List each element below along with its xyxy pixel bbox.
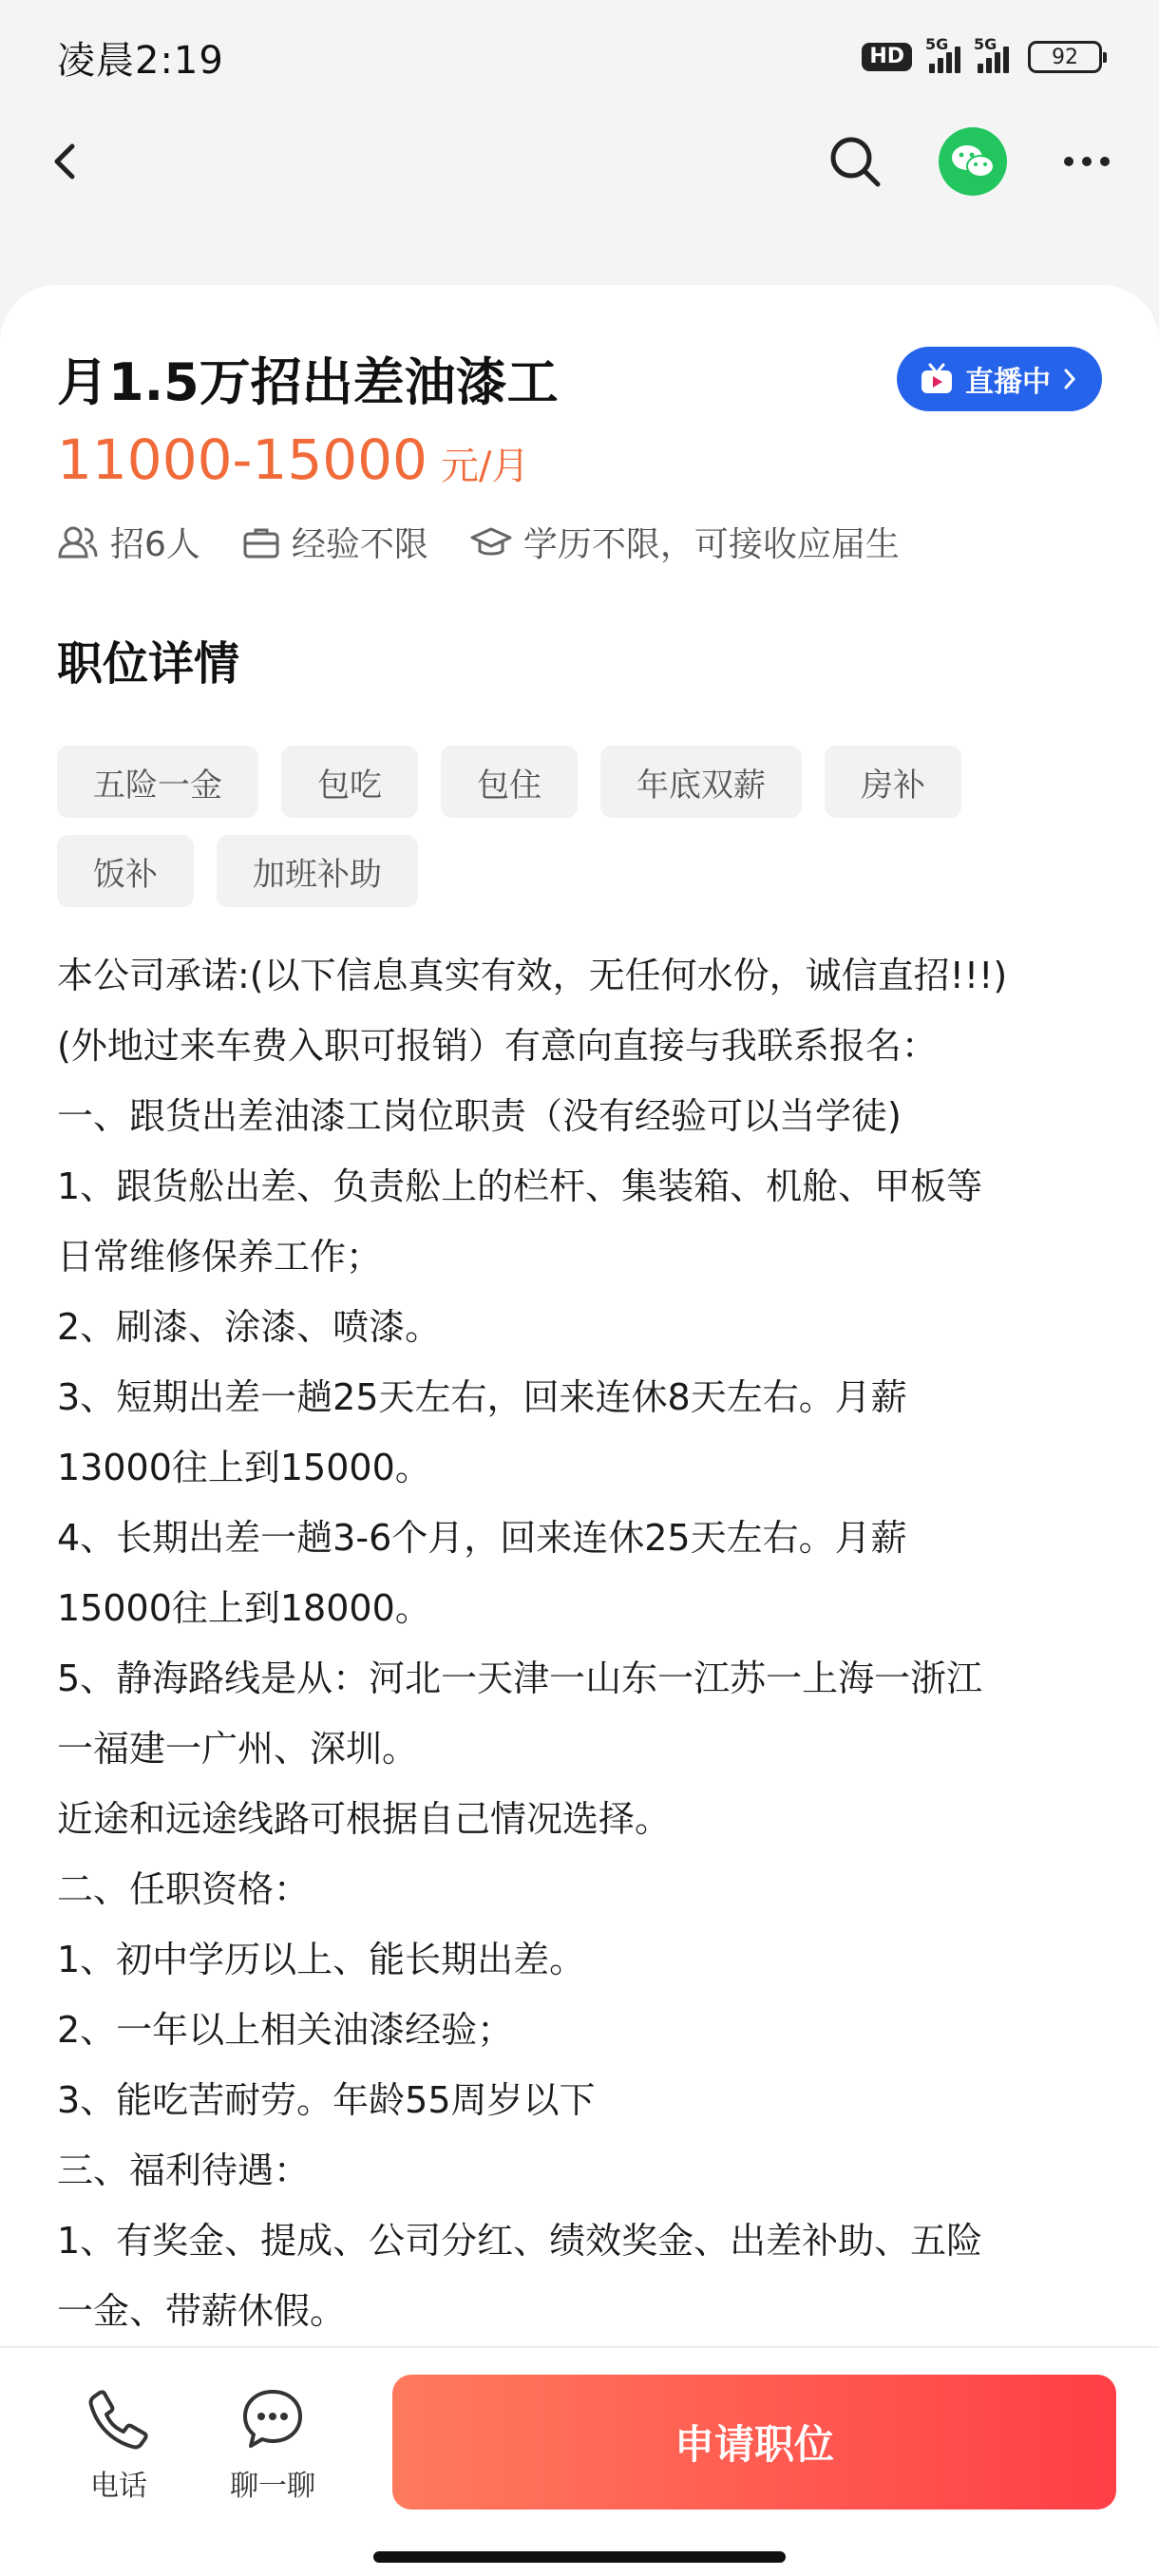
chat-label: 聊一聊 [230, 2470, 315, 2503]
benefit-tag: 加班补助 [217, 835, 418, 907]
chevron-right-icon [1062, 367, 1077, 391]
people-icon [57, 524, 99, 560]
description-line: 4、长期出差一趟3-6个月，回来连休25天左右。月薪 [57, 1517, 907, 1559]
headcount-text: 招6人 [110, 525, 200, 564]
headcount [57, 518, 200, 566]
description-line: 一、跟货出差油漆工岗位职责（没有经验可以当学徒) [57, 1095, 902, 1137]
description-line: 2、刷漆、涂漆、喷漆。 [57, 1306, 442, 1348]
description-line: 三、福利待遇： [57, 2150, 311, 2191]
chat-button[interactable] [211, 2386, 334, 2504]
description-line: (外地过来车费入职可报销）有意向直接与我联系报名： [57, 1025, 938, 1067]
description-line: 15000往上到18000。 [57, 1587, 431, 1629]
description-line: 近途和远途线路可根据自己情况选择。 [57, 1798, 672, 1840]
description-line: 1、跟货舩出差、负责舩上的栏杆、集装箱、机舱、甲板等 [57, 1165, 983, 1207]
description-line: 日常维修保养工作； [57, 1236, 383, 1278]
benefit-tag: 饭补 [57, 835, 194, 907]
more-button[interactable] [1062, 155, 1112, 168]
back-button[interactable] [48, 139, 86, 184]
live-label: 直播中 [965, 365, 1051, 399]
phone-button[interactable] [57, 2386, 180, 2504]
briefcase-icon [242, 525, 280, 559]
benefit-tag: 五险一金 [57, 746, 258, 818]
top-nav [0, 114, 1159, 209]
chat-bubble-icon [239, 2386, 306, 2453]
description-line: 一福建一广州、深圳。 [57, 1728, 419, 1770]
experience [242, 518, 428, 566]
benefit-tags [57, 746, 1045, 907]
description-line: 2、一年以上相关油漆经验； [57, 2009, 514, 2051]
job-detail-card [0, 285, 1159, 2346]
wechat-icon [950, 142, 996, 180]
signal-icon [974, 35, 1009, 73]
description-line: 3、短期出差一趟25天左右，回来连休8天左右。月薪 [57, 1376, 907, 1418]
chevron-left-icon [48, 139, 86, 184]
graduation-cap-icon [470, 525, 512, 559]
wechat-share-button[interactable] [939, 127, 1007, 196]
phone-label: 电话 [90, 2470, 147, 2503]
hd-badge: HD [862, 43, 912, 71]
description-line: 一金、带薪休假。 [57, 2290, 347, 2332]
experience-text: 经验不限 [291, 525, 428, 564]
signal-label: 5G [925, 35, 949, 53]
battery-icon [1028, 41, 1102, 73]
job-meta [57, 518, 900, 566]
benefit-tag: 包住 [441, 746, 578, 818]
description-line: 13000往上到15000。 [57, 1447, 431, 1488]
search-icon [826, 133, 884, 190]
job-title: 月1.5万招出差油漆工 [57, 352, 559, 412]
search-button[interactable] [826, 133, 884, 190]
description-line: 二、任职资格： [57, 1868, 311, 1910]
job-description [57, 940, 1112, 2346]
apply-button[interactable]: 申请职位 [392, 2375, 1116, 2510]
status-bar [0, 0, 1159, 114]
bottom-action-bar [0, 2346, 1159, 2576]
description-line: 本公司承诺:(以下信息真实有效，无任何水份，诚信直招!!!) [57, 955, 1008, 996]
education [470, 518, 900, 566]
status-time: 凌晨2:19 [57, 38, 224, 83]
more-horizontal-icon [1062, 155, 1112, 168]
title-row [57, 342, 1102, 415]
phone-icon [86, 2386, 152, 2453]
benefit-tag: 房补 [825, 746, 961, 818]
section-title-job-details: 职位详情 [57, 637, 240, 691]
home-indicator[interactable] [373, 2551, 786, 2563]
signal-icon [925, 35, 960, 73]
battery-level: 92 [1052, 45, 1078, 69]
description-line: 5、静海路线是从：河北一天津一山东一江苏一上海一浙江 [57, 1657, 983, 1699]
description-line: 3、能吃苦耐劳。年龄55周岁以下 [57, 2079, 596, 2121]
description-line: 1、初中学历以上、能长期出差。 [57, 1939, 586, 1980]
salary-unit: 元/月 [440, 445, 530, 488]
tv-icon [920, 363, 954, 395]
salary-amount: 11000-15000 [57, 427, 428, 492]
live-button[interactable] [897, 347, 1102, 411]
status-icons [862, 35, 1102, 73]
signal-label: 5G [974, 35, 998, 53]
salary [57, 427, 529, 492]
benefit-tag: 包吃 [281, 746, 418, 818]
education-text: 学历不限，可接收应届生 [522, 525, 900, 564]
benefit-tag: 年底双薪 [600, 746, 802, 818]
description-line: 1、有奖金、提成、公司分红、绩效奖金、出差补助、五险 [57, 2220, 983, 2262]
